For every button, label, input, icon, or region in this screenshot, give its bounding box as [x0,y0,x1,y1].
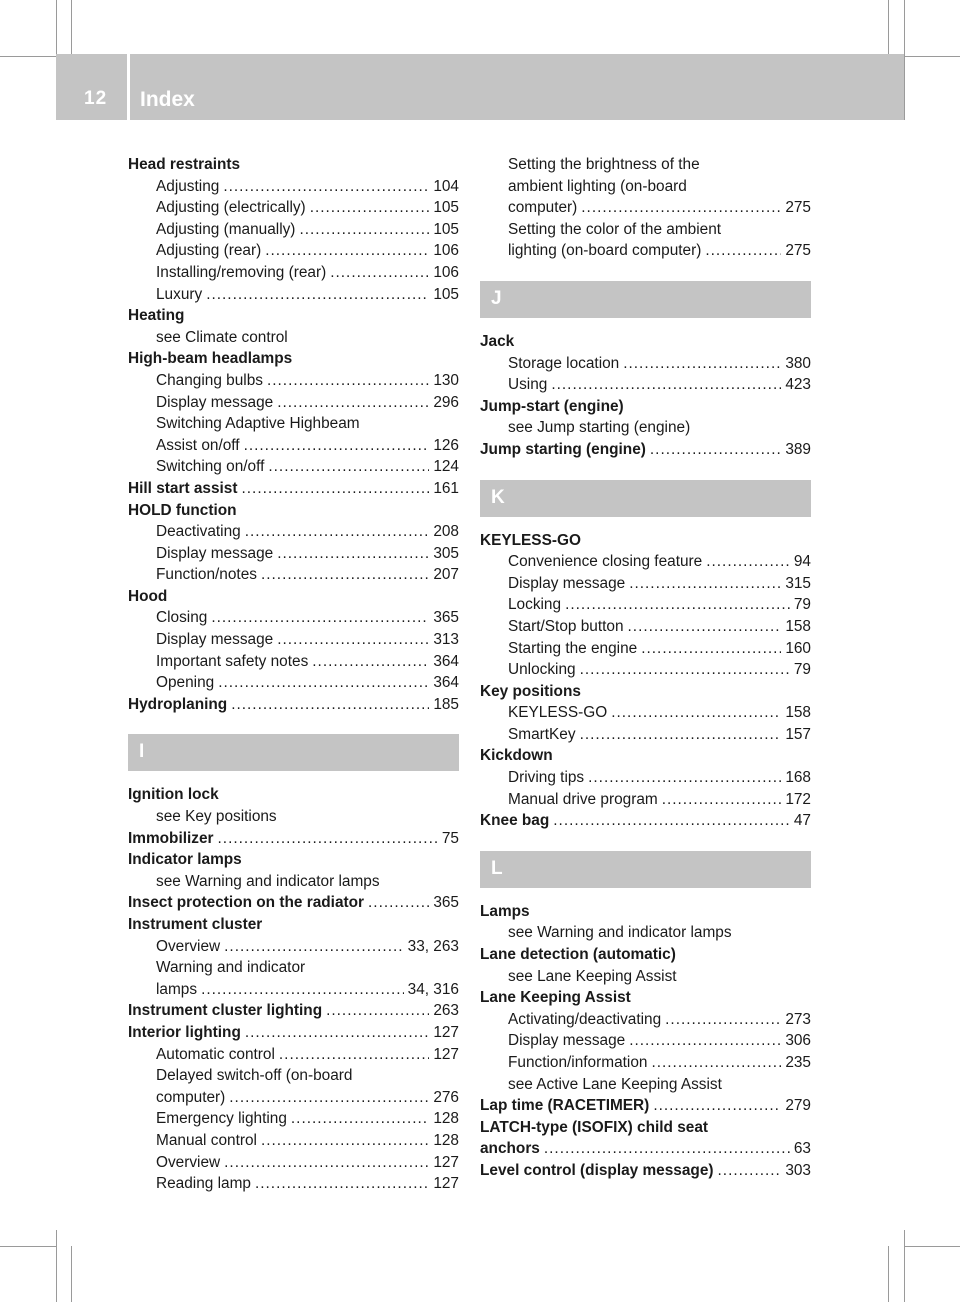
crop-mark [0,56,56,57]
index-note [128,1065,459,1087]
leader-dots [218,828,438,850]
leader-dots [310,197,430,219]
entry-text: Display message [508,1032,626,1050]
page-reference: 365 [433,894,459,912]
index-entry [128,500,459,522]
leader-dots [223,176,429,198]
entry-term: High-beam headlamps [128,350,293,368]
index-note [480,966,811,988]
entry-text: Important safety notes [156,652,309,670]
index-entry [128,1022,459,1044]
index-note [480,154,811,176]
leader-dots [580,659,790,681]
letter-heading [480,480,811,517]
index-subentry [128,1173,459,1195]
entry-text: see Jump starting (engine) [508,419,691,437]
leader-dots [312,651,429,673]
index-subentry [128,979,459,1001]
index-subentry [128,521,459,543]
entry-text: lighting (on-board computer) [508,242,702,260]
entry-term: Head restraints [128,156,241,173]
page-reference: 158 [785,704,811,722]
page-reference: 127 [433,1023,459,1041]
index-subentry [128,392,459,414]
leader-dots [653,1095,781,1117]
page-reference: 94 [793,553,811,571]
index-subentry [480,551,811,573]
entry-term: Hood [128,587,168,605]
entry-term: Hill start assist [128,479,238,497]
entry-text: Switching on/off [156,458,265,476]
entry-text: Locking [508,596,562,614]
index-subentry [128,262,459,284]
entry-text: Function/information [508,1054,648,1071]
index-entry [128,784,459,806]
leader-dots [206,284,429,306]
index-subentry [480,1030,811,1052]
page-reference: 106 [433,242,459,260]
leader-dots [611,702,781,724]
entry-text: Display message [156,631,274,649]
leader-dots [265,240,429,262]
letter-heading [128,734,459,771]
leader-dots [277,392,429,414]
page-reference: 275 [785,199,811,217]
index-subentry [480,767,811,789]
entry-text: see Key positions [156,808,277,826]
page-reference: 275 [785,242,811,260]
leader-dots [245,521,430,543]
leader-dots [628,616,782,638]
page-reference: 128 [433,1131,459,1149]
leader-dots [581,197,781,219]
index-entry [480,1095,811,1117]
page-reference: 185 [433,695,459,713]
index-subentry [128,240,459,262]
leader-dots [662,789,782,811]
letter-heading [480,851,811,888]
entry-text: Storage location [508,354,620,372]
index-subentry [128,456,459,478]
entry-text: Start/Stop button [508,617,624,635]
leader-dots [218,672,429,694]
leader-dots [551,374,781,396]
entry-term: Jump-start (engine) [480,397,624,415]
letter-heading-label: J [491,287,502,309]
index-entry [480,987,811,1009]
letter-heading-label: K [491,486,505,508]
entry-term: Lap time (RACETIMER) [480,1097,650,1115]
crop-mark [56,1230,57,1302]
page-reference: 315 [785,574,811,592]
entry-text: Driving tips [508,769,585,787]
page-reference: 130 [433,371,459,389]
page-reference: 33, 263 [407,937,459,955]
index-subentry [128,672,459,694]
index-entry [128,478,459,500]
index-subentry [128,176,459,198]
index-entry [480,944,811,966]
page-reference: 305 [433,544,459,562]
index-subentry [480,638,811,660]
entry-term: Ignition lock [128,786,219,804]
entry-term: Jack [480,332,515,350]
leader-dots [665,1009,781,1031]
entry-text: Setting the brightness of the [508,156,700,173]
leader-dots [244,435,430,457]
index-subentry [480,197,811,219]
page-reference: 105 [433,199,459,217]
index-entry [128,348,459,370]
index-subentry [480,616,811,638]
crop-mark [904,0,905,120]
leader-dots [368,892,429,914]
index-note [480,417,811,439]
leader-dots [629,1030,781,1052]
index-entry [128,892,459,914]
page-reference: 235 [785,1054,811,1071]
page-reference: 158 [785,617,811,635]
page-reference: 364 [433,674,459,692]
index-subentry [480,1009,811,1031]
page-number: 12 [84,88,108,109]
index-subentry [128,284,459,306]
page-reference: 126 [433,436,459,454]
entry-term: Lamps [480,902,530,920]
entry-text: see Lane Keeping Assist [508,967,677,985]
entry-text: ambient lighting (on-board [508,177,687,195]
crop-mark [904,1230,905,1302]
leader-dots [291,1108,429,1130]
index-subentry [128,1108,459,1130]
index-subentry [480,573,811,595]
page-reference: 34, 316 [407,980,459,998]
index-entry [480,901,811,923]
entry-text: see Active Lane Keeping Assist [508,1075,722,1093]
index-entry [128,1000,459,1022]
entry-text: Adjusting [156,177,220,195]
page-reference: 423 [785,376,811,394]
leader-dots [242,478,430,500]
entry-text: Starting the engine [508,639,638,657]
page-reference: 127 [433,1175,459,1193]
leader-dots [651,1052,781,1074]
entry-text: computer) [156,1088,226,1106]
entry-text: see Warning and indicator lamps [508,924,732,942]
crop-mark [71,0,72,54]
crop-mark [888,0,889,54]
index-entry [480,1138,811,1160]
entry-text: Convenience closing feature [508,553,703,571]
index-note [480,1074,811,1096]
leader-dots [326,1000,429,1022]
entry-text: Overview [156,937,221,955]
leader-dots [706,551,790,573]
leader-dots [279,1044,429,1066]
page-reference: 79 [793,661,811,679]
index-note [480,219,811,241]
entry-text: computer) [508,199,578,217]
index-entry [128,849,459,871]
crop-mark [904,56,960,57]
page-reference: 380 [785,354,811,372]
index-subentry [128,435,459,457]
entry-text: Setting the color of the ambient [508,220,722,238]
page-reference: 296 [433,393,459,411]
leader-dots [629,573,781,595]
entry-term: Indicator lamps [128,851,242,869]
entry-text: Using [508,376,548,394]
entry-text: Display message [156,544,274,562]
page-reference: 208 [433,523,459,541]
leader-dots [261,564,429,586]
leader-dots [268,456,429,478]
page-reference: 306 [785,1032,811,1050]
leader-dots [277,629,429,651]
index-subentry [128,607,459,629]
page-reference: 279 [785,1097,811,1115]
page-reference: 276 [433,1088,459,1106]
leader-dots [588,767,781,789]
entry-term: Kickdown [480,747,553,765]
index-note [128,327,459,349]
leader-dots [224,936,404,958]
entry-text: Delayed switch-off (on-board [156,1067,353,1085]
entry-term: Lane detection (automatic) [480,946,676,964]
page-reference: 104 [433,177,459,195]
entry-term: Knee bag [480,812,550,830]
leader-dots [224,1152,429,1174]
index-entry [128,305,459,327]
entry-term: KEYLESS-GO [480,531,581,549]
entry-text: Adjusting (electrically) [156,199,306,217]
index-subentry [128,564,459,586]
entry-term: Instrument cluster lighting [128,1002,323,1020]
leader-dots [330,262,429,284]
leader-dots [211,607,429,629]
index-entry [480,439,811,461]
index-subentry [480,353,811,375]
index-subentry [128,1152,459,1174]
page-reference: 160 [785,639,811,657]
leader-dots [245,1022,429,1044]
entry-text: Unlocking [508,661,576,679]
page-reference: 303 [785,1161,811,1179]
index-entry [480,331,811,353]
leader-dots [231,694,429,716]
crop-mark [904,1246,960,1247]
crop-mark [888,1246,889,1302]
entry-text: see Warning and indicator lamps [156,872,380,890]
entry-text: Display message [156,393,274,411]
index-subentry [480,702,811,724]
entry-text: lamps [156,980,198,998]
index-subentry [128,543,459,565]
index-entry [480,1117,811,1139]
entry-text: Assist on/off [156,436,240,454]
entry-text: Adjusting (manually) [156,220,296,238]
index-subentry [480,240,811,262]
entry-text: Opening [156,674,215,692]
letter-heading-label: I [139,741,145,763]
entry-term: Lane Keeping Assist [480,989,631,1007]
index-subentry [128,936,459,958]
index-subentry [128,219,459,241]
entry-term: Interior lighting [128,1023,241,1041]
index-subentry [128,629,459,651]
entry-text: Changing bulbs [156,371,263,389]
index-subentry [480,789,811,811]
index-subentry [128,651,459,673]
entry-text: Manual control [156,1131,257,1149]
leader-dots [277,543,429,565]
entry-term: Instrument cluster [128,916,263,933]
page-reference: 105 [433,220,459,238]
page-reference: 128 [433,1110,459,1128]
entry-term: Immobilizer [128,829,214,847]
page-reference: 172 [785,790,811,808]
entry-text: Emergency lighting [156,1110,287,1128]
index-entry [480,681,811,703]
entry-text: Warning and indicator [156,959,306,977]
index-entry [128,586,459,608]
entry-text: Switching Adaptive Highbeam [156,415,360,433]
index-subentry [480,659,811,681]
index-entry [128,154,459,176]
index-subentry [480,724,811,746]
entry-term: LATCH-type (ISOFIX) child seat [480,1118,709,1136]
leader-dots [229,1087,429,1109]
page-reference: 313 [433,631,459,649]
page-reference: 79 [793,596,811,614]
page-reference: 105 [433,285,459,303]
index-subentry [128,1087,459,1109]
page-reference: 106 [433,263,459,281]
leader-dots [267,370,429,392]
entry-term: Key positions [480,682,581,700]
index-subentry [128,1044,459,1066]
entry-text: Adjusting (rear) [156,242,262,260]
page-reference: 75 [441,829,459,847]
index-subentry [128,1130,459,1152]
entry-text: Deactivating [156,523,241,541]
leader-dots [553,810,790,832]
entry-term: Heating [128,307,185,325]
page-reference: 157 [785,725,811,743]
index-note [128,806,459,828]
page-reference: 63 [793,1140,811,1158]
leader-dots [650,439,781,461]
entry-text: see Climate control [156,328,288,346]
leader-dots [623,353,781,375]
page-reference: 161 [433,479,459,497]
index-entry [480,745,811,767]
index-column-left [128,154,459,1195]
index-column-right [480,154,811,1182]
index-entry [480,1160,811,1182]
leader-dots [255,1173,429,1195]
entry-text: Automatic control [156,1045,275,1063]
entry-text: Closing [156,609,208,627]
index-entry [480,396,811,418]
entry-text: Function/notes [156,566,257,584]
index-subentry [480,594,811,616]
entry-text: Activating/deactivating [508,1010,662,1028]
page-reference: 273 [785,1010,811,1028]
index-entry [128,694,459,716]
entry-text: Reading lamp [156,1175,251,1193]
entry-text: Installing/removing (rear) [156,263,327,281]
index-entry [128,828,459,850]
index-subentry [128,197,459,219]
leader-dots [718,1160,782,1182]
leader-dots [299,219,429,241]
index-subentry [480,1052,811,1074]
letter-heading [480,281,811,318]
entry-term: anchors [480,1140,540,1158]
page-reference: 263 [433,1002,459,1020]
index-note [128,871,459,893]
index-subentry [128,370,459,392]
page-reference: 389 [785,440,811,458]
entry-term: HOLD function [128,501,237,519]
header-divider [127,54,130,120]
entry-text: Overview [156,1153,221,1171]
entry-text: Display message [508,574,626,592]
entry-text: Manual drive program [508,790,658,808]
index-note [128,957,459,979]
index-entry [480,810,811,832]
page-reference: 127 [433,1045,459,1063]
page-reference: 365 [433,609,459,627]
leader-dots [544,1138,790,1160]
page-reference: 168 [785,769,811,787]
section-title: Index [140,88,195,111]
page-reference: 207 [433,566,459,584]
entry-text: SmartKey [508,725,576,743]
letter-heading-label: L [491,857,503,879]
leader-dots [201,979,404,1001]
entry-text: KEYLESS-GO [508,704,608,722]
index-subentry [480,374,811,396]
page-reference: 124 [433,458,459,476]
index-note [480,176,811,198]
leader-dots [641,638,781,660]
index-note [128,413,459,435]
entry-text: Luxury [156,285,203,303]
entry-term: Insect protection on the radiator [128,894,365,912]
index-entry [480,530,811,552]
entry-term: Hydroplaning [128,695,228,713]
entry-term: Level control (display message) [480,1161,714,1179]
crop-mark [71,1246,72,1302]
index-entry [128,914,459,936]
leader-dots [261,1130,429,1152]
leader-dots [580,724,782,746]
page-reference: 127 [433,1153,459,1171]
page-reference: 364 [433,652,459,670]
page-reference: 47 [793,812,811,830]
crop-mark [0,1246,56,1247]
leader-dots [705,240,781,262]
entry-term: Jump starting (engine) [480,440,646,458]
leader-dots [565,594,790,616]
index-note [480,922,811,944]
